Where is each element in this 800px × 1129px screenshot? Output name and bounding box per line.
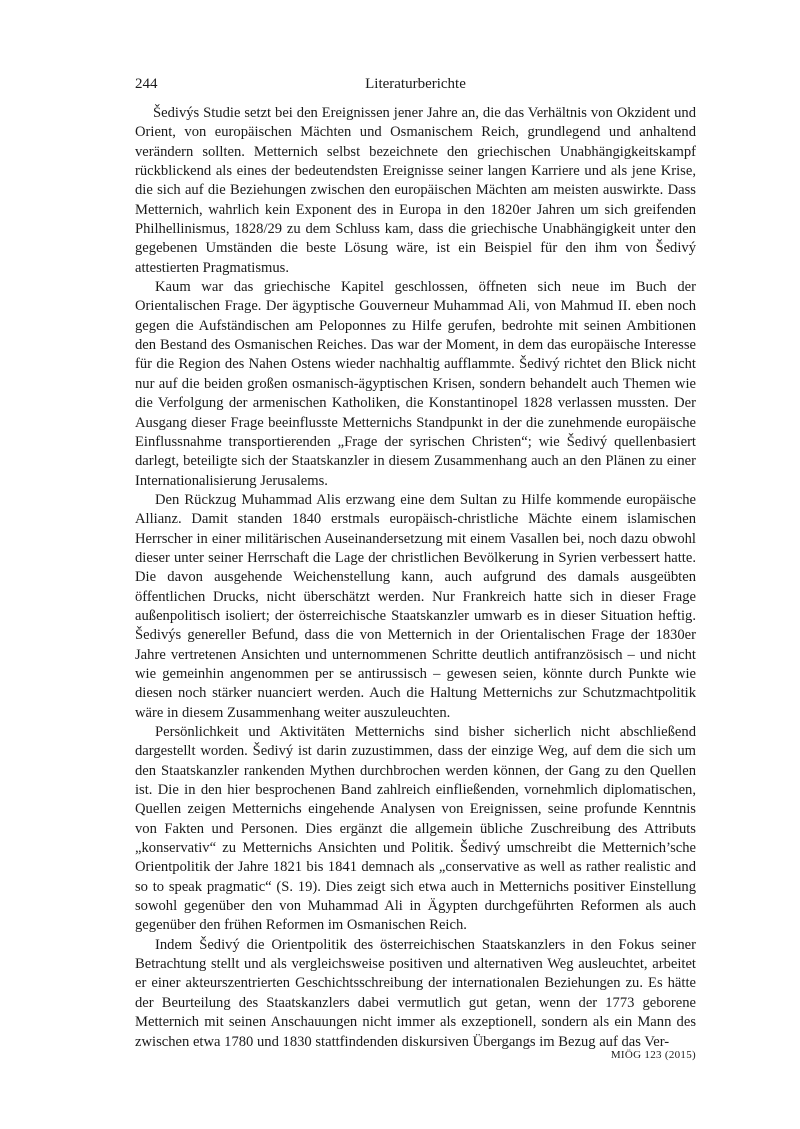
body-text <box>135 104 696 1052</box>
running-title: Literaturberichte <box>365 76 466 92</box>
journal-footer: MIÖG 123 (2015) <box>610 1049 696 1061</box>
paragraph: Persönlichkeit und Aktivitäten Metternichs sind bisher sicherlich nicht abschließend dargestellt worden. Šedivý ist darin zuzustimmen, dass der einzige Weg, auf dem die sich um den Staatskanzler rankenden Mythen durchbrochen werden können, der Gang zu den Quellen ist. Die in den hier besprochenen Band zahlreich einfließenden, vornehmlich diplomatischen, Quellen zeigen Metternichs eingehende Analysen von Ereignissen, seine profunde Kenntnis von Fakten und Personen. Dies ergänzt die allgemein übliche Zuschreibung des Attributs „konservativ“ zu Metternichs Ansichten und Politik. Šedivý umschreibt die Metternich’sche Orientpolitik der Jahre 1821 bis 1841 demnach als „conservative as well as rather realistic and so to speak pragmatic“ (S. 19). Dies zeigt sich etwa auch in Metternichs positiver Einstellung sowohl gegenüber den von Muhammad Ali in Ägypten durchgeführten Reformen als auch gegenüber den frühen Reformen im Osmanischen Reich. <box>135 724 696 934</box>
paragraph: Šedivýs Studie setzt bei den Ereignissen jener Jahre an, die das Verhältnis von Okzident und Orient, von europäischen Mächten und Osmanischem Reich, grundlegend und anhaltend verändern sollten. Metternich selbst bezeichnete den griechischen Unabhängigkeitskampf rückblickend als eines der bedeutendsten Ereignisse seiner langen Karriere und als jene Krise, die sich auf die Beziehungen zwischen den europäischen Mächten am meisten auswirkte. Dass Metternich, wahrlich kein Exponent des in Europa in den 1820er Jahren um sich greifenden Philhellinismus, 1828/29 zu dem Schluss kam, dass die griechische Unabhängigkeit unter den gegebenen Umständen die beste Lösung wäre, ist ein Beispiel für den ihm von Šedivý attestierten Pragmatismus. <box>135 105 696 276</box>
paragraph: Den Rückzug Muhammad Alis erzwang eine dem Sultan zu Hilfe kommende europäische Allianz. Damit standen 1840 erstmals europäisch-christliche Mächte einem islamischen Herrscher in einer militärischen Auseinandersetzung mit einem Vasallen bei, noch dazu obwohl dieser unter seiner Herrschaft die Lage der christlichen Bevölkerung in Syrien verbessert hatte. Die davon ausgehende Weichenstellung kann, auch aufgrund des damals ausgeübten öffentlichen Drucks, nicht überschätzt werden. Nur Frankreich hatte sich in dieser Frage außenpolitisch isoliert; der österreichische Staatskanzler umwarb es in dieser Situation heftig. Šedivýs genereller Befund, dass die von Metternich in der Orientalischen Frage der 1830er Jahre vertretenen Ansichten und unternommenen Schritte deutlich antifranzösisch – und nicht wie gemeinhin angenommen per se antirussisch – gewesen seien, könnte durch Punkte wie diesen noch stärker nuanciert werden. Auch die Haltung Metternichs zur Schutzmachtpolitik wäre in diesem Zusammenhang weiter auszuleuchten. <box>135 491 696 721</box>
paragraph: Indem Šedivý die Orientpolitik des österreichischen Staatskanzlers in den Fokus seiner Betrachtung stellt und als vergleichsweise positiven und alternativen Weg ausleuchtet, arbeitet er einer akteurszentrierten Geschichtsschreibung der internationalen Beziehungen zu. Es hätte der Beurteilung des Staatskanzlers dabei vermutlich gut getan, wenn der 1773 geborene Metternich mit seinen Anschauungen nicht immer als exzeptionell, sondern als ein Mann des zwischen etwa 1780 und 1830 stattfindenden diskursiven Übergangs im Bezug auf das Ver- <box>135 936 696 1050</box>
page-number: 244 <box>135 76 158 92</box>
paragraph: Kaum war das griechische Kapitel geschlossen, öffneten sich neue im Buch der Orientalischen Frage. Der ägyptische Gouverneur Muhammad Ali, von Mahmud II. eben noch gegen die Aufständischen am Peloponnes zu Hilfe gerufen, bedrohte mit seinen Ambitionen den Bestand des Osmanischen Reiches. Das war der Moment, in dem das europäische Interesse für die Region des Nahen Ostens wieder nachhaltig aufflammte. Šedivý richtet den Blick nicht nur auf die beiden großen osmanisch-ägyptischen Krisen, sondern behandelt auch Themen wie die Verfolgung der armenischen Katholiken, die Konstantinopel 1828 verlassen mussten. Der Ausgang dieser Frage beeinflusste Metternichs Standpunkt in der die zunehmende europäische Einflussnahme transportierenden „Frage der syrischen Christen“; wie Šedivý quellenbasiert darlegt, beteiligte sich der Staatskanzler in diesem Zusammenhang auch an den Plänen zu einer Internationalisierung Jerusalems. <box>135 279 696 489</box>
